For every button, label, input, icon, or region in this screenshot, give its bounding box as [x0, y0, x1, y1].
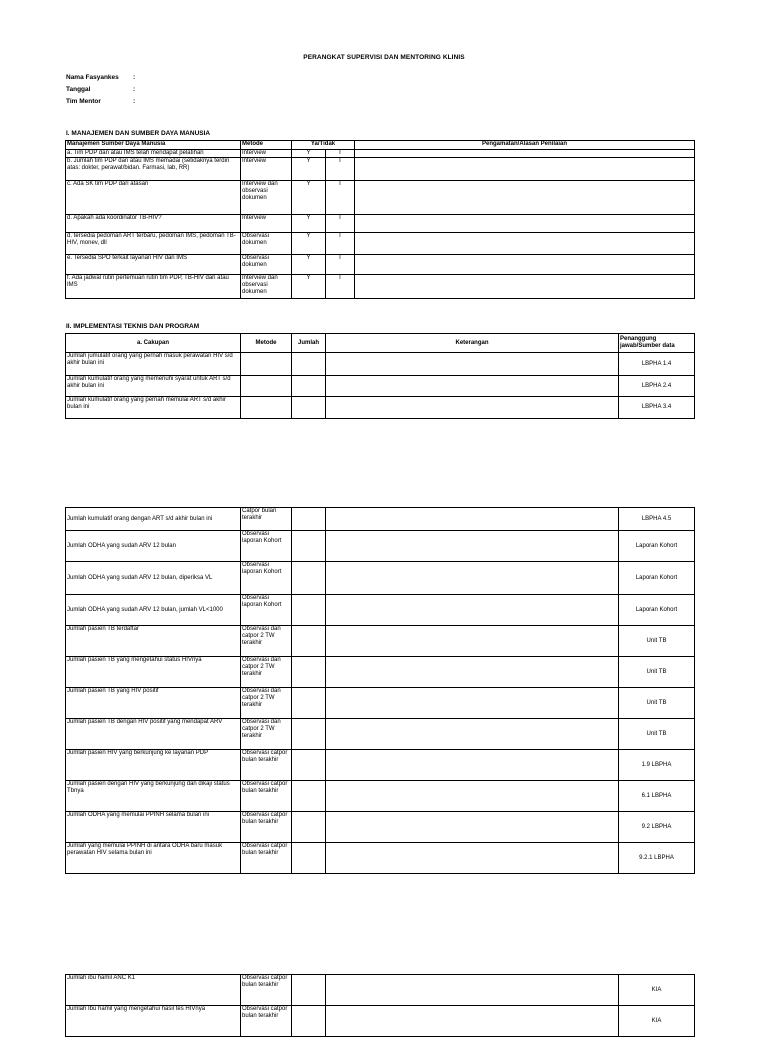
table-row: [66, 181, 695, 215]
row-sumber: 9.2 LBPHA: [619, 812, 695, 843]
table-row: [66, 562, 695, 595]
row-jumlah-cell[interactable]: [292, 781, 326, 812]
row-y: Y: [292, 233, 326, 255]
row-pengamatan-cell[interactable]: [355, 150, 695, 158]
info-colon: :: [133, 86, 136, 93]
row-keterangan-cell[interactable]: [326, 353, 619, 376]
row-item: b. Jumlah tim PDP dan atau IMS memadai (setidaknya terdiri atas: dokter, perawat/bidan. Farmasi, lab, RR): [66, 158, 241, 181]
table-row: [66, 812, 695, 843]
table-row: [66, 750, 695, 781]
row-jumlah-cell[interactable]: [292, 562, 326, 595]
row-item: e. Tersedia SPO terkait layanan HIV dan IMS: [66, 255, 241, 275]
row-item: Jumlah kumulatif orang yang pernah memulai ART s/d akhir bulan ini: [66, 397, 241, 419]
row-keterangan-cell[interactable]: [326, 657, 619, 688]
row-pengamatan-cell[interactable]: [355, 255, 695, 275]
row-t: T: [326, 181, 355, 215]
table-row: [66, 975, 695, 1006]
row-t: T: [326, 158, 355, 181]
row-keterangan-cell[interactable]: [326, 975, 619, 1006]
row-t: T: [326, 233, 355, 255]
row-keterangan-cell[interactable]: [326, 508, 619, 531]
row-item: Jumlah Ibu hamil yang mengetahui hasil tes HIVnya: [66, 1006, 241, 1037]
info-tanggal: [66, 86, 135, 93]
info-label: Tim Mentor: [66, 98, 101, 105]
section2-table: [65, 333, 695, 419]
row-sumber: Laporan Kohort: [619, 595, 695, 626]
row-keterangan-cell[interactable]: [326, 376, 619, 397]
row-metode: Observasi laporan Kohort: [241, 531, 292, 562]
row-t: T: [326, 150, 355, 158]
row-metode: [241, 353, 292, 376]
row-item: d. tersedia pedoman ART terbaru, pedoman IMS, pedoman TB-HIV, monev, dll: [66, 233, 241, 255]
row-item: Jumlah jumulatif orang yang pernah masuk perawatan HIV s/d akhir bulan ini: [66, 353, 241, 376]
table-header-row: [66, 141, 695, 150]
row-pengamatan-cell[interactable]: [355, 181, 695, 215]
row-item: Jumlah pasien dengan HIV yang berkunjung dan dikaji status Tbnya: [66, 781, 241, 812]
table-row: [66, 233, 695, 255]
row-keterangan-cell[interactable]: [326, 843, 619, 874]
section2c-table: [65, 974, 695, 1037]
row-jumlah-cell[interactable]: [292, 595, 326, 626]
row-keterangan-cell[interactable]: [326, 595, 619, 626]
row-keterangan-cell[interactable]: [326, 626, 619, 657]
row-t: T: [326, 255, 355, 275]
row-metode: Observasi catpor bulan terakhir: [241, 750, 292, 781]
row-y: Y: [292, 150, 326, 158]
row-metode: Observasi dan catpor 2 TW terakhir: [241, 657, 292, 688]
row-jumlah-cell[interactable]: [292, 397, 326, 419]
row-metode: [241, 376, 292, 397]
row-metode: Interview dan observasi dokumen: [241, 275, 292, 299]
row-sumber: KIA: [619, 975, 695, 1006]
info-colon: :: [133, 74, 136, 81]
row-item: f. Ada jadwal rutin pertemuan rutin tim PDP, TB-HIV dan atau IMS: [66, 275, 241, 299]
col-header-item: Manajemen Sumber Daya Manusia: [66, 141, 241, 150]
row-keterangan-cell[interactable]: [326, 688, 619, 719]
row-sumber: Unit TB: [619, 688, 695, 719]
row-sumber: 9.2.1 LBPHA: [619, 843, 695, 874]
row-metode: Observasi catpor bulan terakhir: [241, 812, 292, 843]
row-y: Y: [292, 255, 326, 275]
row-sumber: LBPHA 4.5: [619, 508, 695, 531]
row-jumlah-cell[interactable]: [292, 719, 326, 750]
row-item: Jumlah ODHA yang sudah ARV 12 bulan, jumlah VL<1000: [66, 595, 241, 626]
col-header-pengamatan: Pengamatan/Alasan Penilaian: [355, 141, 695, 150]
row-keterangan-cell[interactable]: [326, 719, 619, 750]
row-metode: Observasi dokumen: [241, 233, 292, 255]
row-metode: Observasi catpor bulan terakhir: [241, 975, 292, 1006]
table-row: [66, 508, 695, 531]
row-metode: Observasi catpor bulan terakhir: [241, 843, 292, 874]
row-keterangan-cell[interactable]: [326, 750, 619, 781]
row-metode: Observasi laporan Kohort: [241, 562, 292, 595]
row-pengamatan-cell[interactable]: [355, 158, 695, 181]
row-keterangan-cell[interactable]: [326, 397, 619, 419]
row-keterangan-cell[interactable]: [326, 1006, 619, 1037]
row-jumlah-cell[interactable]: [292, 843, 326, 874]
row-item: c. Ada SK tim PDP dari atasan: [66, 181, 241, 215]
row-t: T: [326, 275, 355, 299]
row-jumlah-cell[interactable]: [292, 975, 326, 1006]
col-header-metode: Metode: [241, 141, 292, 150]
table-row: [66, 215, 695, 233]
col-header-jumlah: Jumlah: [292, 334, 326, 353]
info-nama-fasyankes: [66, 74, 135, 81]
row-jumlah-cell[interactable]: [292, 531, 326, 562]
info-colon: :: [133, 98, 136, 105]
row-jumlah-cell[interactable]: [292, 657, 326, 688]
table-row: [66, 657, 695, 688]
row-metode: Interview: [241, 150, 292, 158]
row-sumber: Unit TB: [619, 719, 695, 750]
table-row: [66, 719, 695, 750]
row-y: Y: [292, 215, 326, 233]
row-jumlah-cell[interactable]: [292, 1006, 326, 1037]
col-header-keterangan: Keterangan: [326, 334, 619, 353]
row-metode: Interview dan observasi dokumen: [241, 181, 292, 215]
section2-title: II. IMPLEMENTASI TEKNIS DAN PROGRAM: [66, 323, 200, 330]
row-metode: Observasi dokumen: [241, 255, 292, 275]
row-pengamatan-cell[interactable]: [355, 275, 695, 299]
row-jumlah-cell[interactable]: [292, 626, 326, 657]
table-row: [66, 1006, 695, 1037]
row-keterangan-cell[interactable]: [326, 812, 619, 843]
row-item: Jumlah yang memulai PPINH di antara ODHA baru masuk perawatan HIV selama bulan ini: [66, 843, 241, 874]
row-sumber: KIA: [619, 1006, 695, 1037]
row-sumber: LBPHA 2.4: [619, 376, 695, 397]
row-item: Jumlah kumulatif orang yang memenuhi syarat untuk ART s/d akhir bulan ini: [66, 376, 241, 397]
col-header-cakupan: a. Cakupan: [66, 334, 241, 353]
row-jumlah-cell[interactable]: [292, 688, 326, 719]
page-title: PERANGKAT SUPERVISI DAN MENTORING KLINIS: [303, 54, 465, 61]
row-item: Jumlah pasien TB yang HIV positif: [66, 688, 241, 719]
col-header-metode: Metode: [241, 334, 292, 353]
col-header-penanggung: Penanggung jawab/Sumber data: [619, 334, 695, 353]
row-metode: Interview: [241, 215, 292, 233]
row-pengamatan-cell[interactable]: [355, 215, 695, 233]
row-metode: Observasi catpor bulan terakhir: [241, 781, 292, 812]
row-jumlah-cell[interactable]: [292, 353, 326, 376]
row-metode: Observasi catpor bulan terakhir: [241, 1006, 292, 1037]
row-sumber: LBPHA 3.4: [619, 397, 695, 419]
info-label: Nama Fasyankes: [66, 74, 119, 81]
table-row: [66, 150, 695, 158]
row-item: Jumlah pasien HIV yang berkunjung ke layanan PDP: [66, 750, 241, 781]
section1-table: [65, 140, 695, 299]
table-row: [66, 353, 695, 376]
row-metode: Interview: [241, 158, 292, 181]
row-item: Jumlah ibu hamil ANC K1: [66, 975, 241, 1006]
row-keterangan-cell[interactable]: [326, 781, 619, 812]
table-row: [66, 843, 695, 874]
row-item: Jumlah pasien TB dengan HIV positif yang mendapat ARV: [66, 719, 241, 750]
row-item: d. Apakah ada koordinator TB-HIV?: [66, 215, 241, 233]
row-item: Jumlah ODHA yang sudah ARV 12 bulan, diperiksa VL: [66, 562, 241, 595]
row-y: Y: [292, 181, 326, 215]
table-row: [66, 158, 695, 181]
table-row: [66, 531, 695, 562]
row-metode: Observasi dan catpor 2 TW terakhir: [241, 626, 292, 657]
section2b-table: [65, 507, 695, 874]
table-row: [66, 397, 695, 419]
row-jumlah-cell[interactable]: [292, 508, 326, 531]
row-jumlah-cell[interactable]: [292, 750, 326, 781]
row-y: Y: [292, 158, 326, 181]
table-row: [66, 275, 695, 299]
info-label: Tanggal: [66, 86, 91, 93]
table-row: [66, 376, 695, 397]
row-sumber: 1.9 LBPHA: [619, 750, 695, 781]
row-jumlah-cell[interactable]: [292, 376, 326, 397]
table-row: [66, 255, 695, 275]
row-item: Jumlah pasien TB terdaftar: [66, 626, 241, 657]
row-metode: [241, 397, 292, 419]
table-header-row: [66, 334, 695, 353]
row-sumber: Unit TB: [619, 657, 695, 688]
row-item: a. Tim PDP dan atau IMS telah mendapat pelatihan: [66, 150, 241, 158]
info-tim-mentor: [66, 98, 135, 105]
row-sumber: LBPHA 1.4: [619, 353, 695, 376]
row-metode: Observasi dan catpor 2 TW terakhir: [241, 719, 292, 750]
row-item: Jumlah pasien TB yang mengetahui status HIVnya: [66, 657, 241, 688]
row-sumber: Laporan Kohort: [619, 531, 695, 562]
row-sumber: 6.1 LBPHA: [619, 781, 695, 812]
row-metode: Catpor bulan terakhir: [241, 508, 292, 531]
section1-title: I. MANAJEMEN DAN SUMBER DAYA MANUSIA: [66, 130, 211, 137]
col-header-ya-tidak: Ya/Tidak: [292, 141, 355, 150]
row-jumlah-cell[interactable]: [292, 812, 326, 843]
row-item: Jumlah kumulatif orang dengan ART s/d akhir bulan ini: [66, 508, 241, 531]
row-keterangan-cell[interactable]: [326, 562, 619, 595]
row-sumber: Unit TB: [619, 626, 695, 657]
table-row: [66, 595, 695, 626]
row-t: T: [326, 215, 355, 233]
table-row: [66, 688, 695, 719]
row-keterangan-cell[interactable]: [326, 531, 619, 562]
row-metode: Observasi dan catpor 2 TW terakhir: [241, 688, 292, 719]
table-row: [66, 626, 695, 657]
row-item: Jumlah ODHA yang memulai PPINH selama bulan ini: [66, 812, 241, 843]
row-item: Jumlah ODHA yang sudah ARV 12 bulan: [66, 531, 241, 562]
row-pengamatan-cell[interactable]: [355, 233, 695, 255]
table-row: [66, 781, 695, 812]
row-y: Y: [292, 275, 326, 299]
row-metode: Observasi laporan Kohort: [241, 595, 292, 626]
row-sumber: Laporan Kohort: [619, 562, 695, 595]
